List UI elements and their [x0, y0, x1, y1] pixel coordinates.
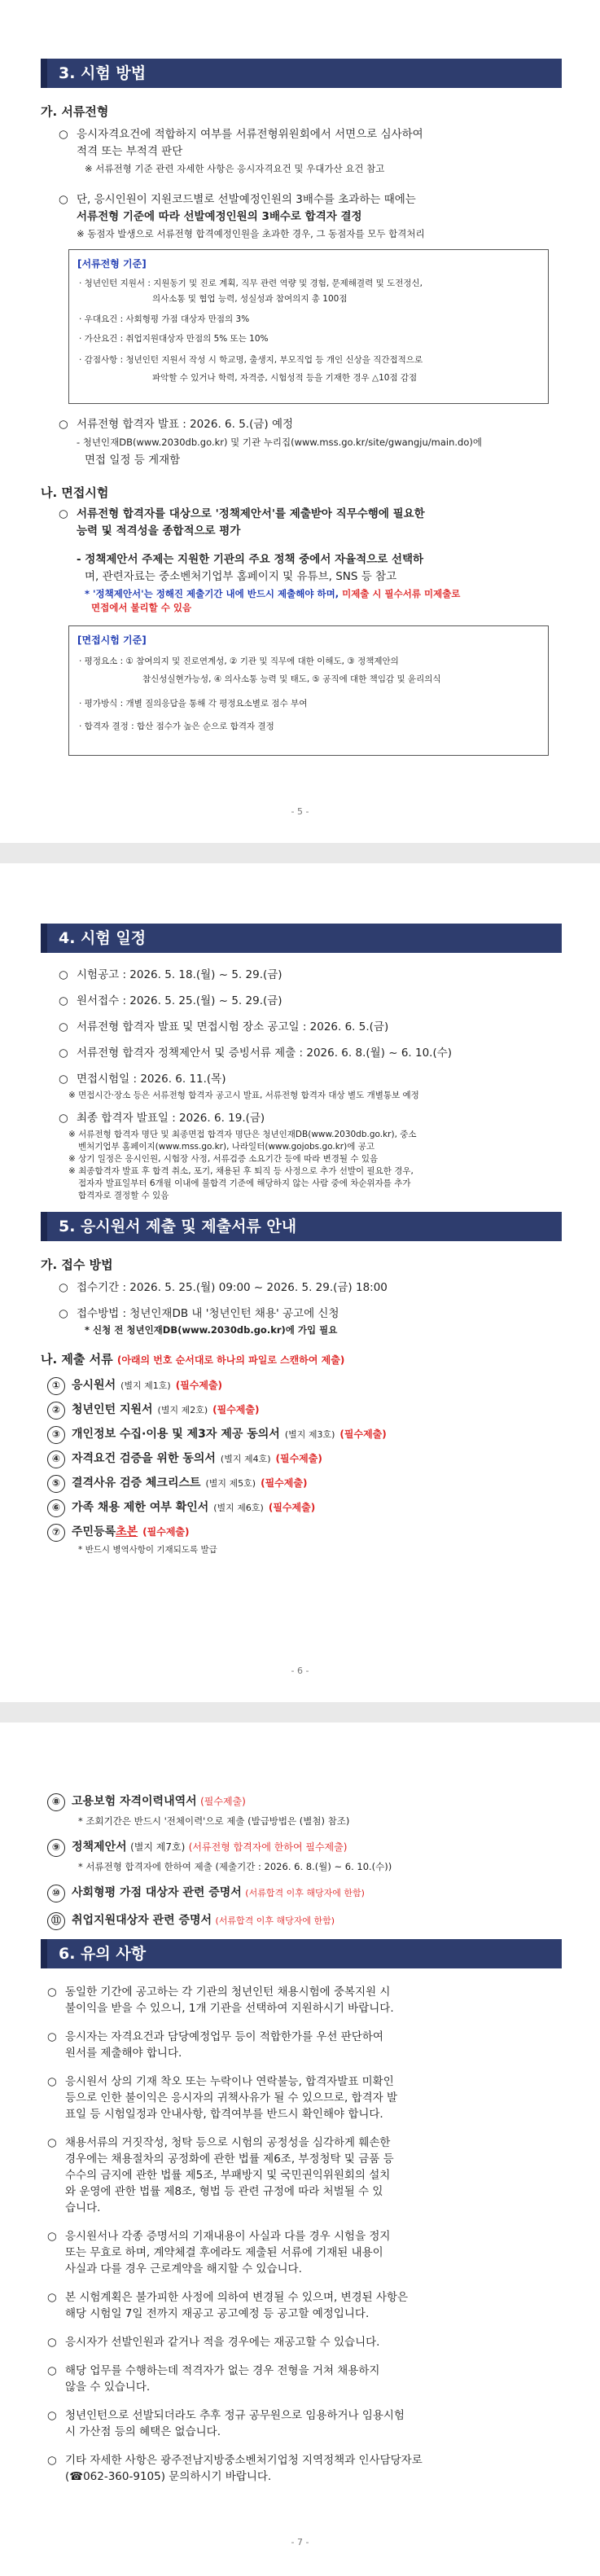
circle-bullet: ○: [59, 1281, 68, 1294]
circle-bullet: ○: [59, 193, 68, 206]
section-4-header: 4. 시험 일정: [41, 924, 562, 953]
circle-bullet: ○: [47, 2454, 57, 2467]
text-a1-2: 적격 또는 부적격 판단: [77, 145, 183, 158]
item-name: 응시원서: [72, 1379, 116, 1392]
note-final: 합격자로 결정할 수 있음: [78, 1191, 169, 1200]
subheading-document-screening: 가. 서류전형: [41, 104, 109, 119]
criteria-line: 파악할 수 있거나 학력, 자격증, 시험성적 등을 기재한 경우 △10점 감점: [152, 373, 418, 383]
item-name: 고용보험 자격이력내역서: [72, 1795, 197, 1808]
document-item: [47, 1499, 315, 1517]
page-separator: [0, 1702, 600, 1722]
text-a3-sub1: - 청년인재DB(www.2030db.go.kr) 및 기관 누리집(www.mss.go.kr/site/gwangju/main.do)에: [77, 437, 482, 448]
note-a2: ※ 동점자 발생으로 서류전형 합격예정인원을 초과한 경우, 그 동점자를 모두 합격처리: [77, 228, 425, 239]
text-a3: 서류전형 합격자 발표 : 2026. 6. 5.(금) 예정: [77, 418, 294, 431]
page-7: [0, 1722, 600, 2576]
item-form: (별지 제5호): [205, 1478, 256, 1489]
circle-bullet: ○: [59, 968, 68, 981]
document-item-10: [47, 1884, 365, 1902]
item-name: 청년인턴 지원서: [72, 1403, 153, 1416]
note-b2-blue: * '정책제안서'는 정해진 제출기간 내에 반드시 제출해야 하며,: [85, 588, 339, 599]
circle-bullet: ○: [47, 2291, 57, 2304]
text-a1-1: 응시자격요건에 적합하지 여부를 서류전형위원회에서 서면으로 심사하여: [77, 128, 423, 141]
page-6: [0, 863, 600, 1702]
circle-bullet: ○: [47, 2336, 57, 2349]
item-number: ⑩: [47, 1885, 65, 1902]
circle-bullet: ○: [47, 1986, 57, 1999]
circle-bullet: ○: [47, 2030, 57, 2043]
criteria-box-title: [서류전형 기준]: [77, 258, 147, 270]
required-badge: (필수제출): [268, 1502, 316, 1513]
required-badge: (필수제출): [200, 1796, 246, 1807]
criteria-line: · 가산요건 : 취업지원대상자 만점의 5% 또는 10%: [79, 334, 269, 344]
conditional-note: (서류합격 이후 해당자에 한함): [215, 1916, 335, 1926]
document-item: [47, 1401, 259, 1420]
note-interview: ※ 면접시간·장소 등은 서류전형 합격자 공고시 발표, 서류전형 합격자 대상 별도 개별통보 예정: [68, 1091, 419, 1100]
circle-bullet: ○: [47, 2136, 57, 2149]
document-item: [47, 1376, 222, 1395]
note-b2-red: 미제출 시 필수서류 미제출로: [342, 588, 461, 599]
required-badge: (필수제출): [212, 1404, 260, 1415]
required-badge: (필수제출): [142, 1526, 190, 1538]
criteria-box-title: [면접시험 기준]: [77, 634, 147, 646]
receipt-note: * 신청 전 청년인재DB(www.2030db.go.kr)에 가입 필요: [85, 1324, 338, 1336]
criteria-line: · 합격자 결정 : 합산 점수가 높은 순으로 합격자 결정: [79, 722, 274, 731]
caution-line: 본 시험계획은 불가피한 사정에 의하여 변경될 수 있으며, 변경된 사항은: [65, 2291, 409, 2304]
page-5: [0, 0, 600, 843]
section-3-header: 3. 시험 방법: [41, 59, 562, 88]
caution-line: 응시자는 자격요건과 담당예정업무 등이 적합한가를 우선 판단하여: [65, 2030, 383, 2043]
text-b1-1: 서류전형 합격자를 대상으로 '정책제안서'를 제출받아 직무수행에 필요한: [77, 507, 425, 520]
subheading-documents: [41, 1350, 344, 1367]
item-form: (별지 제4호): [220, 1454, 271, 1464]
circle-bullet: ○: [59, 1020, 68, 1033]
criteria-line: · 평가방식 : 개별 질의응답을 통해 각 평정요소별로 점수 부여: [79, 699, 308, 709]
text-a3-sub2: 면접 일정 등 게재함: [85, 454, 181, 467]
item-name: 가족 채용 제한 여부 확인서: [72, 1501, 209, 1514]
item-number: ②: [47, 1402, 65, 1420]
circle-bullet: ○: [47, 2364, 57, 2377]
conditional-note: (서류합격 이후 해당자에 한함): [245, 1888, 365, 1898]
item-number: ①: [47, 1377, 65, 1395]
caution-line: 청년인턴으로 선발되더라도 추후 정규 공무원으로 임용하거나 임용시험: [65, 2409, 405, 2422]
caution-line: 사실과 다를 경우 근로계약을 해지할 수 있습니다.: [65, 2262, 302, 2275]
caution-line: 응시원서나 각종 증명서의 기재내용이 사실과 다를 경우 시험을 정지: [65, 2230, 391, 2243]
required-badge: (필수제출): [275, 1453, 322, 1464]
required-badge: (필수제출): [175, 1380, 223, 1391]
receipt-method: 접수방법 : 청년인재DB 내 '청년인턴 채용' 공고에 신청: [77, 1307, 339, 1320]
criteria-box-screening: [68, 249, 549, 404]
document-item-8: [47, 1793, 246, 1811]
item-form: (별지 제7호): [130, 1841, 186, 1853]
text-b2-1: - 정책제안서 주제는 지원한 기관의 주요 정책 중에서 자율적으로 선택하: [77, 553, 424, 566]
criteria-line: · 우대요건 : 사회형평 가점 대상자 만점의 3%: [79, 314, 250, 324]
caution-line: 기타 자세한 사항은 광주전남지방중소벤처기업청 지역정책과 인사담당자로: [65, 2454, 423, 2467]
document-item-9: [47, 1838, 347, 1857]
note-final: ※ 상기 일정은 응시인원, 시험장 사정, 서류검증 소요기간 등에 따라 변경될 수 있음: [68, 1154, 379, 1164]
caution-line: 채용서류의 거짓작성, 청탁 등으로 시험의 공정성을 심각하게 훼손한: [65, 2136, 391, 2149]
item-form: (별지 제3호): [284, 1429, 335, 1440]
subheading-receipt-method: 가. 접수 방법: [41, 1257, 113, 1272]
item-name: 개인정보 수집·이용 및 제3자 제공 동의서: [72, 1428, 280, 1441]
circle-bullet: ○: [59, 507, 68, 520]
text-b1-2: 능력 및 적격성을 종합적으로 평가: [77, 524, 241, 538]
text-a2-2: 서류전형 기준에 따라 선발예정인원의 3배수로 합격자 결정: [77, 210, 362, 223]
page-number: - 6 -: [291, 1665, 309, 1676]
criteria-box-interview: [68, 625, 549, 756]
caution-line: 등으로 인한 불이익은 응시자의 귀책사유가 될 수 있으므로, 합격자 발: [65, 2091, 398, 2104]
note-final: 접자자 발표일부터 6개월 이내에 불합격 기준에 해당하지 않는 사람 중에 차순위자를 추가: [78, 1178, 411, 1188]
circle-bullet: ○: [59, 994, 68, 1007]
circle-bullet: ○: [59, 1073, 68, 1086]
caution-line: 시 가산점 등의 혜택은 없습니다.: [65, 2425, 221, 2438]
receipt-period: 접수기간 : 2026. 5. 25.(월) 09:00 ~ 2026. 5. 29.(금) 18:00: [77, 1281, 388, 1294]
item-name: 결격사유 검증 체크리스트: [72, 1477, 201, 1490]
required-badge: (필수제출): [261, 1477, 308, 1489]
caution-line: 해당 업무를 수행하는데 적격자가 없는 경우 전형을 거쳐 채용하지: [65, 2364, 380, 2377]
note-final: ※ 서류전형 합격자 명단 및 최종면접 합격자 명단은 청년인재DB(www.2030db.go.kr), 중소: [68, 1130, 417, 1139]
item-number: ⑤: [47, 1475, 65, 1493]
circle-bullet: ○: [59, 1047, 68, 1060]
caution-line: 또는 무효로 하며, 계약체결 후에라도 제출된 서류에 기재된 내용이: [65, 2246, 383, 2259]
underlined-text: 초본: [116, 1525, 138, 1538]
item-number: ⑥: [47, 1499, 65, 1517]
circle-bullet: ○: [59, 1307, 68, 1320]
page-separator: [0, 843, 600, 863]
criteria-line: · 감점사항 : 청년인턴 지원서 작성 시 학교명, 출생지, 부모직업 등 개인 신상을 직간접적으로: [79, 355, 423, 365]
circle-bullet: ○: [47, 2075, 57, 2088]
schedule-proposal-submission: 서류전형 합격자 정책제안서 및 증빙서류 제출 : 2026. 6. 8.(월) ~ 6. 10.(수): [77, 1047, 453, 1060]
text-a2-1: 단, 응시인원이 지원코드별로 선발예정인원의 3배수를 초과하는 때에는: [77, 193, 416, 206]
page-number: - 5 -: [291, 806, 309, 817]
required-badge: (서류전형 합격자에 한하여 필수제출): [188, 1841, 348, 1853]
item-number: ⑦: [47, 1524, 65, 1542]
caution-line: 않을 수 있습니다.: [65, 2381, 151, 2394]
section-6-header: 6. 유의 사항: [41, 1939, 562, 1968]
schedule-final-result: 최종 합격자 발표일 : 2026. 6. 19.(금): [77, 1112, 265, 1125]
circle-bullet: ○: [47, 2230, 57, 2243]
caution-line: 습니다.: [65, 2201, 101, 2214]
item-number: ⑧: [47, 1793, 65, 1811]
item-name: 정책제안서: [72, 1841, 127, 1854]
subheading-interview: 나. 면접시험: [41, 485, 109, 500]
item-number: ④: [47, 1450, 65, 1468]
schedule-screening-result: 서류전형 합격자 발표 및 면접시험 장소 공고일 : 2026. 6. 5.(금): [77, 1020, 389, 1033]
page-number: - 7 -: [291, 2537, 309, 2547]
section-5-header: 5. 응시원서 제출 및 제출서류 안내: [41, 1212, 562, 1241]
schedule-interview: 면접시험일 : 2026. 6. 11.(목): [77, 1073, 226, 1086]
item-name: 취업지원대상자 관련 증명서: [72, 1914, 212, 1927]
doc9-note: * 서류전형 합격자에 한하여 제출 (제출기간 : 2026. 6. 8.(월) ~ 6. 10.(수)): [78, 1861, 392, 1872]
item-name: 사회형평 가점 대상자 관련 증명서: [72, 1886, 242, 1899]
caution-line: 와 운영에 관한 법률 제8조, 형법 등 관련 규정에 따라 처벌될 수 있: [65, 2185, 383, 2198]
criteria-line: 의사소통 및 협업 능력, 성실성과 참여의지 총 100점: [152, 294, 348, 304]
criteria-line: · 청년인턴 지원서 : 지원동기 및 진로 계획, 직무 관련 역량 및 경험, 문제해결력 및 도전정신,: [79, 279, 423, 288]
criteria-line: · 평정요소 : ① 참여의지 및 진로연계성, ② 기관 및 직무에 대한 이해도, ③ 정책제안의: [79, 656, 399, 666]
note-a1: ※ 서류전형 기준 관련 자세한 사항은 응시자격요건 및 우대가산 요건 참고: [85, 163, 385, 174]
caution-line: 응시원서 상의 기재 착오 또는 누락이나 연락불능, 합격자발표 미확인: [65, 2075, 394, 2088]
documents-label: 나. 제출 서류: [41, 1352, 113, 1367]
item-number: ③: [47, 1426, 65, 1444]
documents-note: (아래의 번호 순서대로 하나의 파일로 스캔하여 제출): [116, 1354, 345, 1366]
note-final: 벤처기업부 홈페이지(www.mss.go.kr), 나라일터(www.gojobs.go.kr)에 공고: [78, 1142, 374, 1152]
item-number: ⑪: [47, 1912, 65, 1930]
note-final: ※ 최종합격자 발표 후 합격 취소, 포기, 채용된 후 퇴직 등 사정으로 추가 선발이 필요한 경우,: [68, 1166, 414, 1176]
caution-line: 동일한 기간에 공고하는 각 기관의 청년인턴 채용시험에 중복지원 시: [65, 1986, 391, 1999]
doc8-note: * 조회기간은 반드시 '전체이력'으로 제출 (발급방법은 (별첨) 참조): [78, 1815, 350, 1827]
document-item: [47, 1450, 322, 1468]
criteria-line: 참신성실현가능성, ④ 의사소통 능력 및 태도, ⑤ 공직에 대한 책임감 및 윤리의식: [142, 674, 441, 684]
text-b2-2: 며, 관련자료는 중소벤처기업부 홈페이지 및 유튜브, SNS 등 참고: [85, 570, 397, 583]
document-item: [47, 1474, 307, 1493]
note-b2-1: [85, 588, 460, 600]
item-form: (별지 제1호): [120, 1380, 171, 1391]
caution-line: 경우에는 채용절차의 공정화에 관한 법률 제6조, 부정청탁 및 금품 등: [65, 2153, 394, 2166]
document-item: [47, 1425, 387, 1444]
caution-line: 표일 등 시험일정과 안내사항, 합격여부를 반드시 확인해야 합니다.: [65, 2108, 383, 2121]
document-item-11: [47, 1911, 335, 1930]
caution-line: 원서를 제출해야 합니다.: [65, 2047, 182, 2060]
schedule-application: 원서접수 : 2026. 5. 25.(월) ~ 5. 29.(금): [77, 994, 282, 1007]
circle-bullet: ○: [47, 2409, 57, 2422]
item-name: 자격요건 검증을 위한 동의서: [72, 1452, 216, 1465]
required-badge: (필수제출): [339, 1428, 387, 1440]
circle-bullet: ○: [59, 128, 68, 141]
item-form: (별지 제6호): [213, 1503, 264, 1513]
caution-line: (☎062-360-9105) 문의하시기 바랍니다.: [65, 2470, 272, 2483]
caution-line: 수수의 금지에 관한 법률 제5조, 부패방지 및 국민권익위원회의 설치: [65, 2169, 391, 2182]
caution-line: 해당 시험일 7일 전까지 재공고 공고예정 등 공고할 예정입니다.: [65, 2307, 370, 2320]
doc7-note: * 반드시 병역사항이 기재되도록 발급: [78, 1545, 217, 1555]
item-form: (별지 제2호): [157, 1405, 208, 1415]
caution-line: 불이익을 받을 수 있으니, 1개 기관을 선택하여 지원하시기 바랍니다.: [65, 2002, 394, 2015]
document-item: [47, 1523, 190, 1542]
circle-bullet: ○: [59, 418, 68, 431]
note-b2-2: 면접에서 불리할 수 있음: [91, 602, 192, 613]
item-number: ⑨: [47, 1839, 65, 1857]
caution-line: 응시자가 선발인원과 같거나 적을 경우에는 재공고할 수 있습니다.: [65, 2336, 380, 2349]
item-name: 주민등록초본: [72, 1525, 138, 1538]
circle-bullet: ○: [59, 1112, 68, 1125]
schedule-announcement: 시험공고 : 2026. 5. 18.(월) ~ 5. 29.(금): [77, 968, 282, 981]
